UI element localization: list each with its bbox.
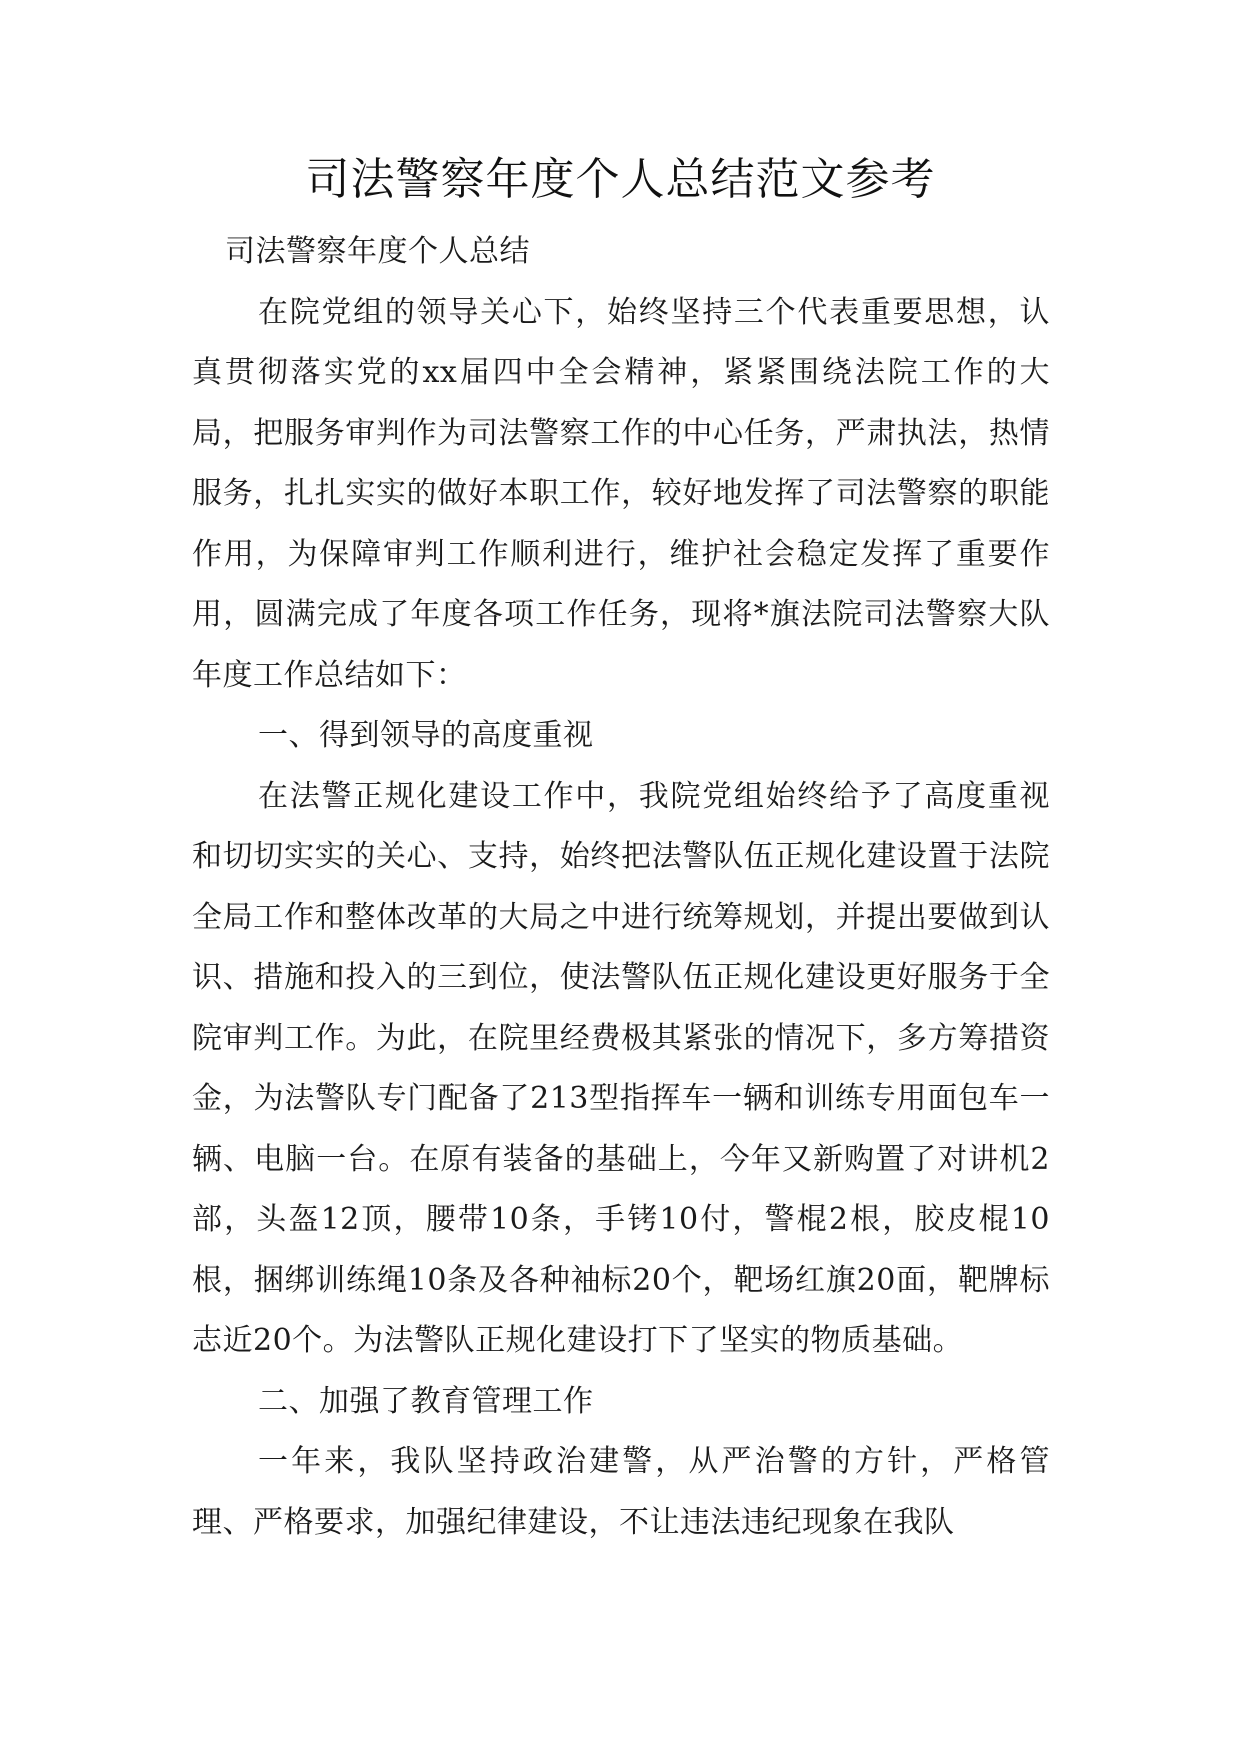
document-body [192,222,1050,1553]
paragraph-section-2: 一年来，我队坚持政治建警，从严治警的方针，严格管理、严格要求，加强纪律建设，不让违法违纪现象在我队 [192,1444,1050,1540]
document-subtitle: 司法警察年度个人总结 [225,234,530,269]
document-title: 司法警察年度个人总结范文参考 [305,154,936,205]
paragraph-intro: 在院党组的领导关心下，始终坚持三个代表重要思想，认真贯彻落实党的xx届四中全会精神，紧紧围绕法院工作的大局，把服务审判作为司法警察工作的中心任务，严肃执法，热情服务，扎扎实实的做好本职工作，较好地发挥了司法警察的职能作用，为保障审判工作顺利进行，维护社会稳定发挥了重要作用，圆满完成了年度各项工作任务，现将*旗法院司法警察大队年度工作总结如下： [192,294,1050,693]
section-heading-2: 二、加强了教育管理工作 [258,1383,594,1419]
section-heading-1: 一、得到领导的高度重视 [258,718,594,753]
paragraph-section-1: 在法警正规化建设工作中，我院党组始终给予了高度重视和切切实实的关心、支持，始终把法警队伍正规化建设置于法院全局工作和整体改革的大局之中进行统筹规划，并提出要做到认识、措施和投入的三到位，使法警队伍正规化建设更好服务于全院审判工作。为此，在院里经费极其紧张的情况下，多方筹措资金，为法警队专门配备了213型指挥车一辆和训练专用面包车一辆、电脑一台。在原有装备的基础上，今年又新购置了对讲机2部，头盔12顶，腰带10条，手铐10付，警棍2根，胶皮棍10根，捆绑训练绳10条及各种袖标20个，靶场红旗20面，靶牌标志近20个。为法警队正规化建设打下了坚实的物质基础。 [192,778,1050,1358]
